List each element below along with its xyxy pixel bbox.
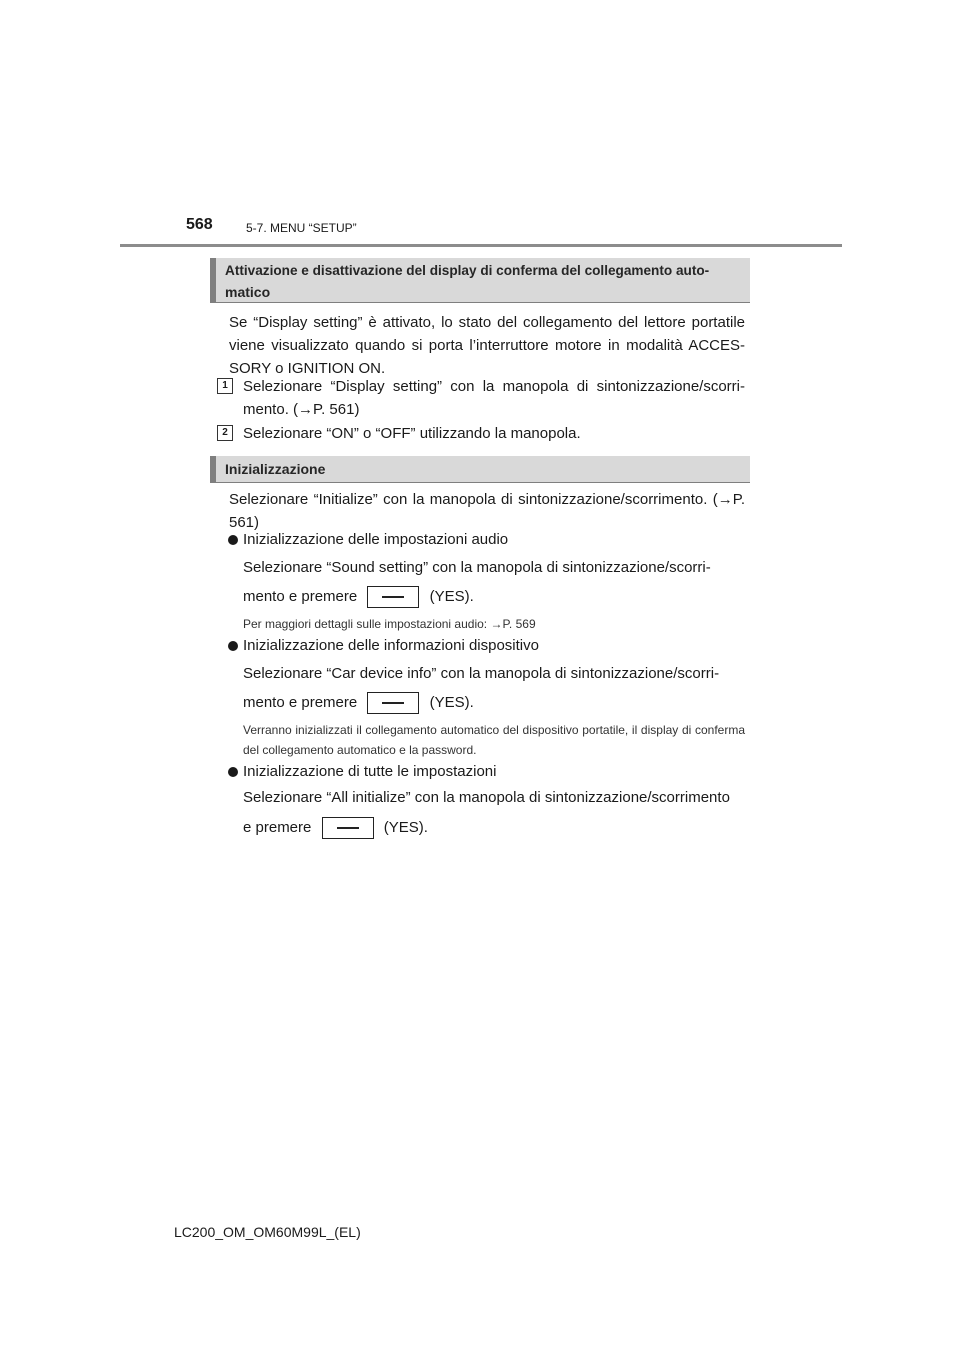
item-title: Inizializzazione di tutte le impostazioni — [243, 763, 497, 780]
page-number: 568 — [186, 216, 213, 233]
step-2-text: Selezionare “ON” o “OFF” utilizzando la manopola. — [243, 425, 581, 442]
item-title: Inizializzazione delle informazioni dispositivo — [243, 637, 539, 654]
bullet-icon — [228, 641, 238, 651]
item-instruction: Selezionare “Car device info” con la manopola di sintonizzazione/scorri- — [243, 665, 720, 682]
item-instruction: Selezionare “Sound setting” con la manopola di sintonizzazione/scorri- — [243, 559, 711, 576]
step-1-text: Selezionare “Display setting” con la manopola di sintonizzazione/scorri- mento. (→P. 561) — [243, 378, 745, 418]
dash-button-icon — [322, 817, 374, 839]
instruction-suffix: (YES). — [429, 694, 474, 711]
item-title: Inizializzazione delle impostazioni audio — [243, 531, 509, 548]
heading-underline-2 — [210, 482, 750, 483]
document-code: LC200_OM_OM60M99L_(EL) — [174, 1224, 361, 1240]
item-note: Per maggiori dettagli sulle impostazioni audio: →P. 569 — [243, 617, 536, 631]
dash-button-icon — [367, 586, 419, 608]
heading-underline — [210, 302, 750, 303]
item-note: Verranno inizializzati il collegamento automatico del dispositivo portatile, il display di conferma del collegamento automatico e la password. — [243, 723, 745, 757]
section-heading-display-confirm — [210, 258, 750, 302]
intro-paragraph: Se “Display setting” è attivato, lo stato del collegamento del lettore portatile viene visualizzato quando si porta l’interruttore motore in modalità ACCES- SORY o IGNITION ON. — [229, 314, 745, 377]
instruction-suffix: (YES). — [383, 819, 428, 836]
bullet-icon — [228, 767, 238, 777]
item-instruction-line2 — [243, 690, 745, 716]
instruction-prefix: e premere — [243, 819, 312, 836]
instruction-prefix: mento e premere — [243, 588, 358, 605]
step-number-2: 2 — [217, 425, 233, 441]
dash-button-icon — [367, 692, 419, 714]
bullet-icon — [228, 535, 238, 545]
heading-line-1: Attivazione e disattivazione del display di conferma del collegamento auto- — [225, 263, 710, 278]
instruction-suffix: (YES). — [429, 588, 474, 605]
initialize-intro: Selezionare “Initialize” con la manopola di sintonizzazione/scorrimento. (→P. 561) — [229, 491, 745, 531]
step-number-1: 1 — [217, 378, 233, 394]
instruction-prefix: mento e premere — [243, 694, 358, 711]
item-instruction-line2 — [243, 815, 745, 841]
heading-text: Inizializzazione — [225, 461, 326, 477]
item-instruction-line2 — [243, 584, 745, 610]
section-heading-initialize — [210, 456, 750, 483]
item-instruction: Selezionare “All initialize” con la manopola di sintonizzazione/scorrimento — [243, 789, 730, 806]
heading-line-2: matico — [225, 284, 271, 300]
header-divider — [120, 244, 842, 247]
section-title: 5-7. MENU “SETUP” — [246, 221, 357, 235]
